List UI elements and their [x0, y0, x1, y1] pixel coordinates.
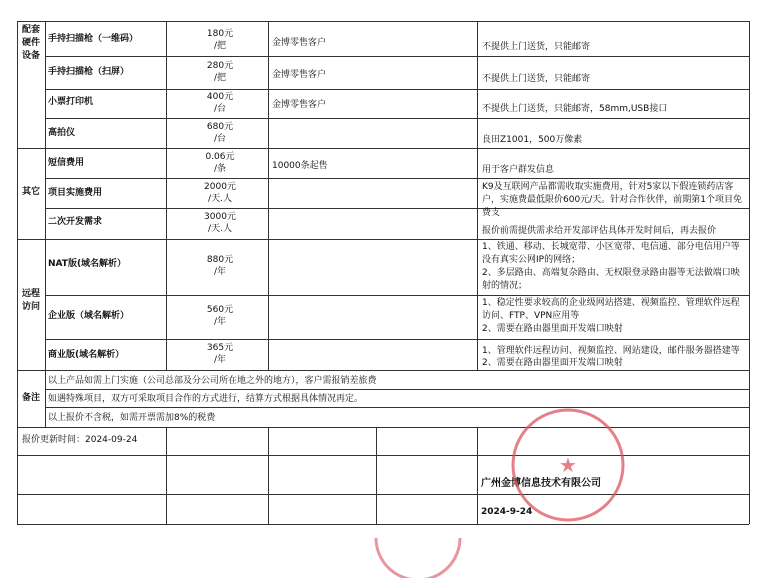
rule	[17, 494, 749, 495]
item-note: 不提供上门送货，只能邮寄	[482, 42, 591, 52]
item-name: 企业版（域名解析）	[48, 311, 130, 321]
item-note: 用于客户群发信息	[482, 165, 555, 175]
rule	[45, 389, 749, 390]
item-price: 365元 /年	[206, 343, 234, 365]
rule	[17, 148, 749, 149]
item-name: NAT版(域名解析）	[48, 259, 127, 269]
rule	[45, 89, 749, 90]
rule	[268, 427, 269, 524]
rule	[166, 427, 167, 524]
item-customer: 金博零售客户	[272, 70, 327, 80]
rule	[17, 455, 749, 456]
item-price: 880元 /年	[206, 255, 234, 277]
section-remarks-label: 备注	[21, 393, 40, 403]
remark-line: 以上报价不含税，如需开票需加8%的税费	[48, 413, 216, 423]
rule	[17, 21, 749, 22]
item-note: 良田Z1001，500万像素	[482, 135, 583, 145]
remark-line: 以上产品如需上门实施（公司总部及分公司所在地之外的地方），客户需报销差旅费	[48, 376, 377, 386]
rule	[17, 524, 749, 525]
item-note: 1、管理软件远程访问、视频监控、网站建设，邮件服务器搭建等 2、需要在路由器里面开发端口映射	[482, 346, 740, 368]
item-price: 2000元 /天.人	[204, 182, 236, 204]
rule	[45, 208, 749, 209]
rule	[477, 21, 478, 370]
rule	[45, 56, 749, 57]
item-note: K9及互联网产品都需收取实施费用，针对5家以下假连锁药店客户，实施费最低限价600元/天。针对合作伙伴，前期第1个项目免费支	[482, 182, 742, 218]
rule	[45, 21, 46, 427]
item-name: 高拍仪	[48, 128, 76, 138]
rule	[45, 295, 749, 296]
item-note: 不提供上门送货，只能邮寄，58mm,USB接口	[482, 104, 668, 114]
rule	[45, 339, 749, 340]
item-name: 小票打印机	[48, 97, 94, 107]
update-time: 报价更新时间：2024-09-24	[22, 435, 138, 445]
item-customer: 10000条起售	[272, 161, 328, 171]
item-price: 0.06元 /条	[205, 152, 235, 174]
item-price: 280元 /把	[206, 61, 234, 83]
company-seal	[508, 406, 628, 524]
remark-line: 如遇特殊项目，双方可采取项目合作的方式进行，结算方式根据具体情况再定。	[48, 394, 364, 404]
item-price: 3000元 /天.人	[204, 212, 236, 234]
item-price: 180元 /把	[206, 29, 234, 51]
item-price: 400元 /台	[206, 92, 234, 114]
item-name: 短信费用	[48, 158, 85, 168]
rule	[17, 21, 18, 524]
item-note: 不提供上门送货，只能邮寄	[482, 74, 591, 84]
seal-star-icon: ★	[559, 453, 577, 477]
partial-seal	[372, 536, 464, 578]
rule	[17, 427, 749, 428]
item-name: 手持扫描枪（一维码）	[48, 34, 139, 44]
item-note: 报价前需提供需求给开发部评估具体开发时间后，再去报价	[482, 226, 717, 236]
rule	[477, 427, 478, 524]
item-note: 1、铁通、移动、长城宽带、小区宽带、电信通、部分电信用户等没有真实公网IP的网络； 2、多层路由、高端复杂路由、无权限登录路由器等无法做端口映射的情况；	[482, 242, 740, 291]
sign-date: 2024-9-24	[481, 507, 533, 517]
item-name: 项目实施费用	[48, 188, 103, 198]
company-name: 广州金博信息技术有限公司	[481, 478, 601, 489]
section-remote-label: 远程 访问	[21, 289, 40, 312]
rule	[17, 370, 749, 371]
rule	[45, 118, 749, 119]
item-name: 商业版(域名解析）	[48, 350, 125, 360]
rule	[45, 178, 749, 179]
item-customer: 金博零售客户	[272, 100, 327, 110]
rule	[45, 407, 749, 408]
section-hardware-label: 配套 硬件 设备	[21, 25, 40, 61]
item-name: 二次开发需求	[48, 217, 103, 227]
rule	[17, 239, 749, 240]
item-note: 1、稳定性要求较高的企业级网站搭建、视频监控、管理软件远程访问、FTP、VPN应用等 2、需要在路由器里面开发端口映射	[482, 298, 740, 334]
rule	[376, 427, 377, 524]
section-other-label: 其它	[21, 187, 40, 197]
partial-seal-arc	[376, 538, 460, 578]
item-price: 560元 /年	[206, 305, 234, 327]
item-price: 680元 /台	[206, 122, 234, 144]
rule	[749, 21, 750, 524]
item-customer: 金博零售客户	[272, 38, 327, 48]
item-name: 手持扫描枪（扫屏）	[48, 67, 130, 77]
rule	[166, 21, 167, 370]
